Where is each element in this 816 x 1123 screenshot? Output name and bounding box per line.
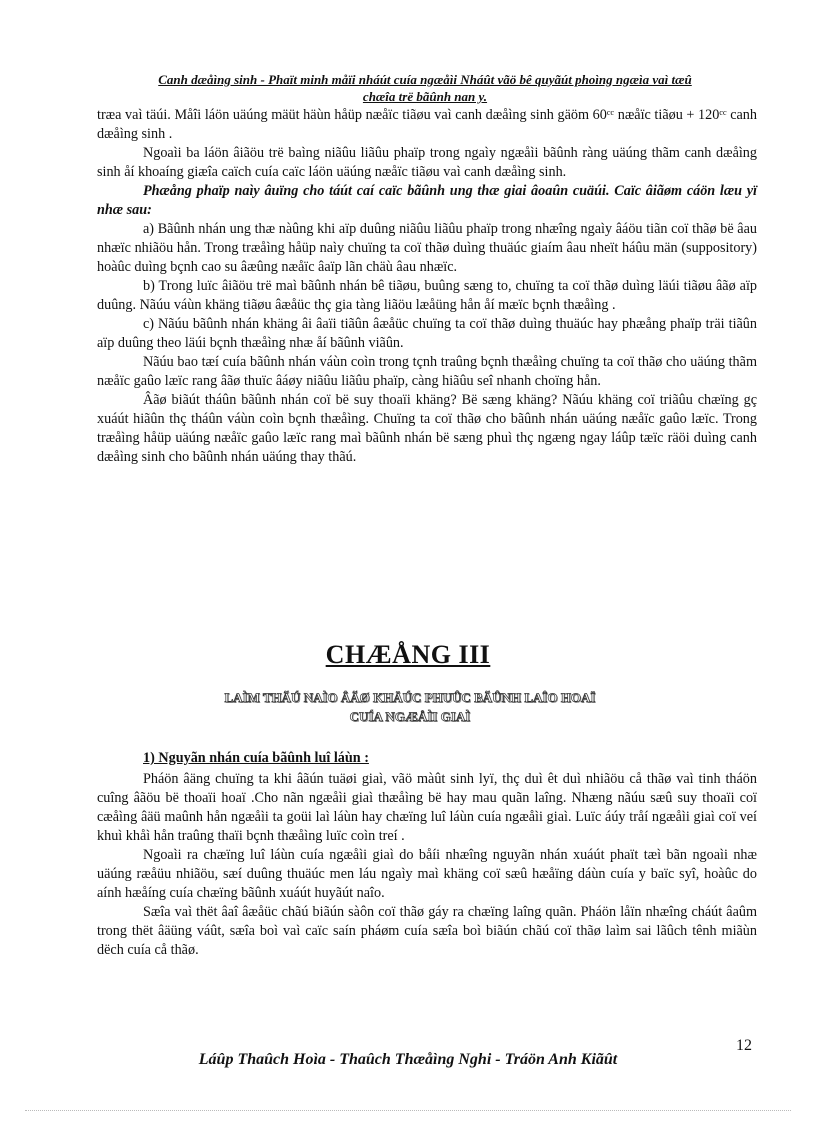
page-header [90, 71, 760, 105]
paragraph: Ngoaìi ra chæïng luî láùn cuía ngæåìi giaì do båíi nhæîng nguyãn nhán xuáút phaït tæì bãn ngoaìi nhæ uäúng ræåüu nhiãöu, sæí duûng thuäúc men láu ngaìy maì khäng coï sæû hæåïng dáùn cuía y baïc syî, hoàûc do aính hæåíng cuía chæïng bãûnh xuáút huyãút naîo. [97, 847, 757, 901]
chapter-subtitle-line-2: CUÍA NGÆÅÌI GIAÌ [349, 709, 471, 724]
paragraph: Ngoaìi ba láön âiãöu trë baìng niãûu liãûu phaïp trong ngaìy ngæåìi bãûnh ràng uäúng thãm canh dæåìng sinh åí khoaíng giæîa caïch cuía caïc láön uäúng næåïc tiãøu vaì canh dæåìng sinh. [97, 145, 757, 180]
chapter-title: CHÆÅNG III [325, 640, 491, 669]
paragraph: Pháön âäng chuïng ta khi âãún tuäøi giaì, vãö màût sinh lyï, thç duì êt duì nhiãöu cå thãø vaì tinh tháön cuîng âãöu bë thoaïi hoaï .Cho nãn ngæåìi giaì thæåìng bë hay mau quãn laîng. Nhæng nãúu sæû suy thoaïi coï cæåìng âäü maûnh hån ngæåìi ta goüi laì láùn hay chæïng luî láùn cuía ngæåìi giaì. Luïc áúy tråí ngæåìi giaì coï veí khuì khåì hån traûng thaïi bçnh thæåìng luïc coìn treí . [97, 771, 757, 844]
page-footer: Láûp Thaûch Hoìa - Thaûch Thæåìng Nghi - Tráön Anh Kiãût [198, 1051, 618, 1068]
section-1 [97, 749, 757, 960]
paragraph: Âãø biãút tháûn bãûnh nhán coï bë suy thoaïi khäng? Bë sæng khäng? Nãúu khäng coï triãûu chæïng gç xuáút hiãûn thç tháûn váùn coìn bçnh thæåìng. Chuïng ta coï thãø cho bãûnh nhán uäúng næåïc gaûo læïc. Trong træåìng håüp uäúng næåïc gaûo læïc rang maì bãûnh nhán bë sæng phuì thç ngæng ngay láûp tæïc räöi duìng canh dæåìng sinh cho bãûnh nhán uäúng thay thãú. [97, 392, 757, 465]
emphasis-paragraph: Phæång phaïp naìy âuïng cho táút caí caïc bãûnh ung thæ giai âoaûn cuäúi. Caïc âiãøm cáön læu yï nhæ sau: [97, 183, 757, 218]
header-line-1: Canh dæåìng sinh - Phaït minh måïi nháút cuía ngæåìi Nháût vãö bê quyãút phoìng ngæìa vaì tæû [158, 72, 692, 87]
paragraph-continuation: træa vaì täúi. Måîi láön uäúng mäüt häùn håüp næåïc tiãøu vaì canh dæåìng sinh gäöm 60ᶜᶜ næåïc tiãøu + 120ᶜᶜ canh dæåìng sinh . [97, 107, 757, 142]
paragraph: Sæîa vaì thët âaî âæåüc chãú biãún sàôn coï thãø gáy ra chæïng laîng quãn. Pháön låïn nhæîng cháút âaûm trong thët âäüng váût, sæîa boì vaì caïc saín pháøm cuía sæîa boì biãún chãú coï thãø laìm sai lãûch tênh miãùn dëch cuía cå thãø. [97, 904, 757, 958]
header-line-2: chæîa trë bãûnh nan y. [362, 89, 488, 104]
chapter-subtitle [200, 688, 620, 726]
page-number: 12 [736, 1037, 752, 1054]
paragraph-item-c: c) Nãúu bãûnh nhán khäng âi âaïi tiãûn âæåüc chuïng ta coï thãø duìng thuäúc hay phæång phaïp träi tiãûn aïp duûng theo läúi bçnh thæåìng nhæ åí bãûnh viãûn. [97, 316, 757, 351]
section-heading: 1) Nguyãn nhán cuía bãûnh luî láùn : [143, 750, 369, 766]
paragraph-item-b: b) Trong luïc âiãöu trë maì bãûnh nhán bê tiãøu, buûng sæng to, chuïng ta coï thãø duìng läúi tiãøu âãø aïp duûng. Nãúu váùn khäng tiãøu âæåüc thç gia tàng liãöu læåüng hån åí mæïc bçnh thæåìng . [97, 278, 757, 313]
chapter-subtitle-line-1: LAÌM THÃÚ NAÌO ÂÃØ KHÄÚC PHUÛC BÃÛNH LAÎO HOAÏ [224, 690, 596, 705]
bottom-divider [25, 1110, 791, 1111]
body-text [97, 106, 757, 467]
paragraph: Nãúu bao tæí cuía bãûnh nhán váùn coìn trong tçnh traûng bçnh thæåìng chuïng ta coï thãø cho uäúng thãm næåïc gaûo læïc rang âãø thuïc âáøy niãûu liãûu phaïp, càng hiãûu seî nhanh choïng hån. [97, 354, 757, 389]
paragraph-item-a: a) Bãûnh nhán ung thæ nàûng khi aïp duûng niãûu liãûu phaïp trong nhæîng ngaìy âáöu tiãn coï thãø bë âau nhæïc nhiãöu hån. Trong træåìng håüp naìy chuïng ta coï thãø duìng thuäúc giaím âau nheït háûu män (suppository) hoàûc duìng bçnh cao su âæûng næåïc âaïp lãn chäù âau nhæïc. [97, 221, 757, 275]
